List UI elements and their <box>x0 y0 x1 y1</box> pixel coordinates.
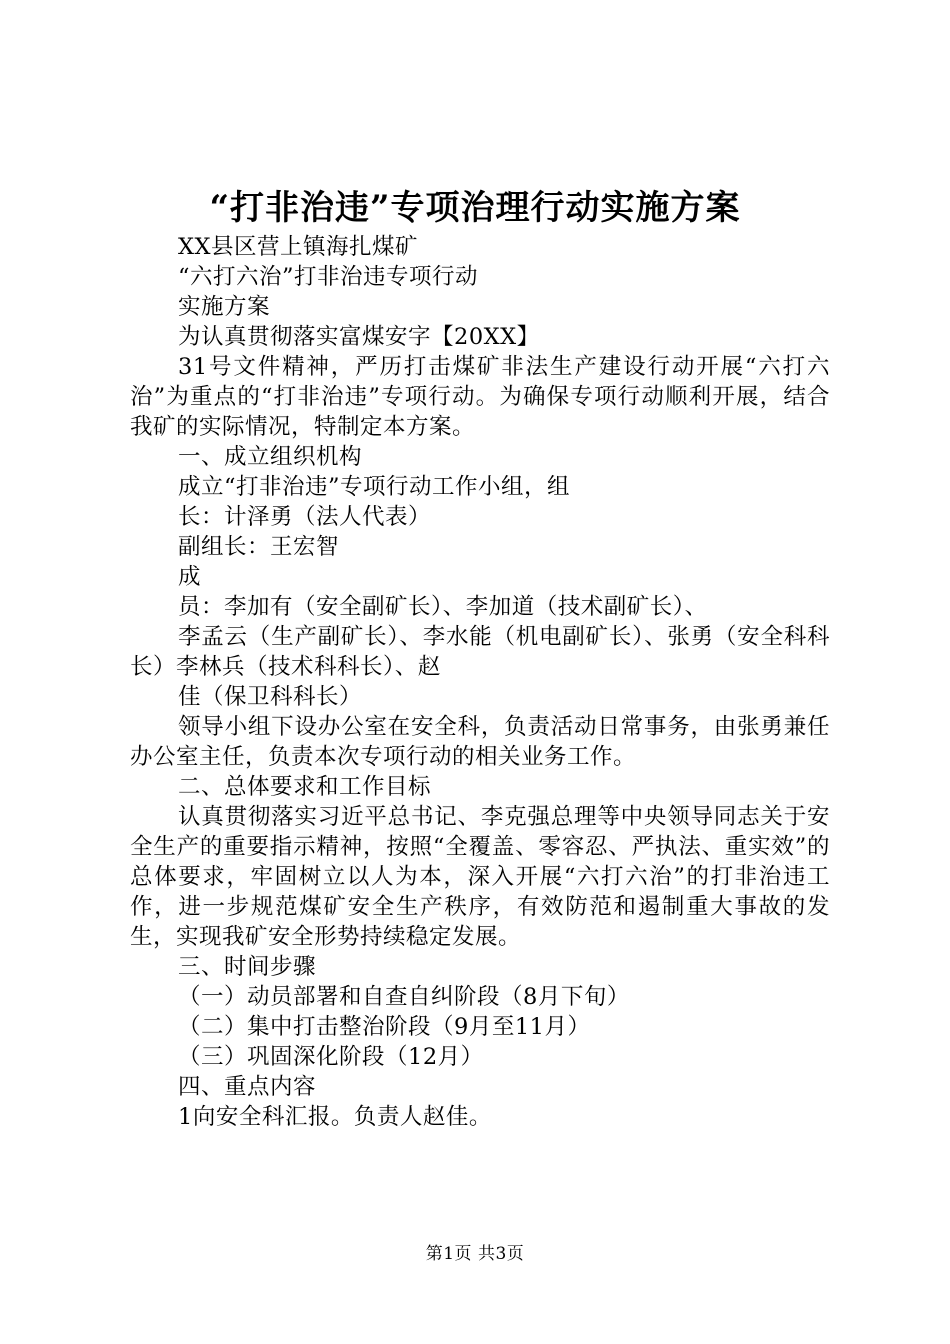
document-title: “打非治违”专项治理行动实施方案 <box>209 188 741 228</box>
text-line: 为认真贯彻落实富煤安字【20XX】 <box>178 324 540 350</box>
section-heading: 三、时间步骤 <box>178 954 317 980</box>
text-line: 副组长：王宏智 <box>178 534 340 560</box>
text-line: （一）动员部署和自查自纠阶段（8月下旬） <box>178 984 630 1010</box>
text-line: 长：计泽勇（法人代表） <box>178 504 432 530</box>
section-heading: 二、总体要求和工作目标 <box>178 774 432 800</box>
document-body <box>130 232 830 1132</box>
paragraph: 认真贯彻落实习近平总书记、李克强总理等中央领导同志关于安全生产的重要指示精神，按照“全覆盖、零容忍、严执法、重实效”的总体要求，牢固树立以人为本，深入开展“六打六治”的打非治违工作，进一步规范煤矿安全生产秩序，有效防范和遏制重大事故的发生，实现我矿安全形势持续稳定发展。 <box>130 804 830 950</box>
paragraph: 31号文件精神，严历打击煤矿非法生产建设行动开展“六打六治”为重点的“打非治违”专项行动。为确保专项行动顺利开展，结合我矿的实际情况，特制定本方案。 <box>130 354 830 440</box>
text-line: 1向安全科汇报。负责人赵佳。 <box>178 1104 492 1130</box>
page-footer: 第1页 共3页 <box>425 1244 525 1264</box>
text-line: 实施方案 <box>178 294 271 320</box>
text-line: （三）巩固深化阶段（12月） <box>178 1044 484 1070</box>
paragraph: 领导小组下设办公室在安全科，负责活动日常事务，由张勇兼任办公室主任，负责本次专项行动的相关业务工作。 <box>130 714 830 770</box>
paragraph: 李孟云（生产副矿长）、李水能（机电副矿长）、张勇（安全科科长）李林兵（技术科科长）、赵 <box>130 624 830 680</box>
text-line: 成 <box>178 564 202 590</box>
section-heading: 一、成立组织机构 <box>178 444 363 470</box>
text-line: （二）集中打击整治阶段（9月至11月） <box>178 1014 591 1040</box>
text-line: 成立“打非治违”专项行动工作小组，组 <box>178 474 571 500</box>
text-line: 佳（保卫科科长） <box>178 684 363 710</box>
text-line: “六打六治”打非治违专项行动 <box>178 264 479 290</box>
section-heading: 四、重点内容 <box>178 1074 317 1100</box>
text-line: 员：李加有（安全副矿长）、李加道（技术副矿长）、 <box>178 594 708 620</box>
text-line: XX县区营上镇海扎煤矿 <box>178 234 419 260</box>
